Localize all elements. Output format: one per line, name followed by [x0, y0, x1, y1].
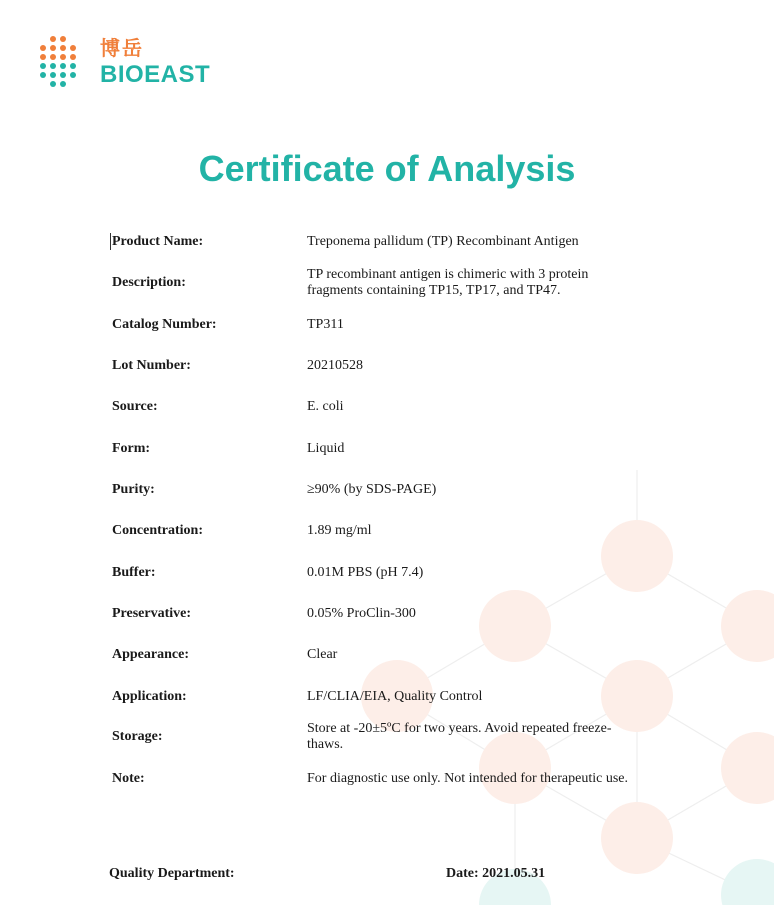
- field-row-description: [112, 266, 672, 299]
- field-value: For diagnostic use only. Not intended for therapeutic use.: [307, 770, 629, 786]
- field-row-source: [112, 398, 672, 415]
- field-value: TP recombinant antigen is chimeric with 3 protein fragments containing TP15, TP17, and TP47.: [307, 266, 589, 298]
- field-label: Preservative:: [112, 605, 192, 621]
- field-value: 0.01M PBS (pH 7.4): [307, 564, 424, 580]
- field-row-catalog-number: [112, 316, 672, 333]
- field-label: Description:: [112, 274, 186, 290]
- bioeast-logo: [36, 34, 210, 90]
- field-label: Catalog Number:: [112, 316, 217, 332]
- field-row-purity: [112, 481, 672, 498]
- field-value: Treponema pallidum (TP) Recombinant Antigen: [307, 233, 579, 249]
- field-value: 20210528: [307, 357, 363, 373]
- field-label: Storage:: [112, 728, 163, 744]
- field-row-application: [112, 688, 672, 705]
- field-value: 0.05% ProClin-300: [307, 605, 416, 621]
- text-cursor: [110, 233, 111, 250]
- field-label: Purity:: [112, 481, 155, 497]
- field-label: Lot Number:: [112, 357, 191, 373]
- logo-english-name: BIOEAST: [100, 60, 211, 88]
- field-row-concentration: [112, 522, 672, 539]
- field-label: Note:: [112, 770, 145, 786]
- field-label: Concentration:: [112, 522, 203, 538]
- field-label: Buffer:: [112, 564, 156, 580]
- field-label: Source:: [112, 398, 158, 414]
- logo-chinese-name: 博岳: [100, 35, 144, 60]
- field-row-form: [112, 440, 672, 457]
- field-row-note: [112, 770, 672, 787]
- document-title: Certificate of Analysis: [198, 148, 576, 189]
- field-value: TP311: [307, 316, 344, 332]
- date-label: Date: 2021.05.31: [446, 866, 546, 881]
- field-row-buffer: [112, 564, 672, 581]
- field-value: Liquid: [307, 440, 345, 456]
- field-value: LF/CLIA/EIA, Quality Control: [307, 688, 483, 704]
- field-value: ≥90% (by SDS-PAGE): [307, 481, 437, 497]
- field-label: Appearance:: [112, 646, 189, 662]
- field-row-storage: [112, 720, 672, 753]
- quality-department-label: Quality Department:: [109, 866, 235, 881]
- field-row-product-name: [112, 233, 672, 250]
- field-value: E. coli: [307, 398, 344, 414]
- field-value: 1.89 mg/ml: [307, 522, 372, 538]
- field-label: Product Name:: [112, 233, 204, 249]
- logo-dots-icon: [36, 34, 88, 90]
- field-value: Store at -20±5ºC for two years. Avoid repeated freeze-thaws.: [307, 720, 612, 752]
- field-value: Clear: [307, 646, 338, 662]
- field-row-lot-number: [112, 357, 672, 374]
- field-label: Form:: [112, 440, 151, 456]
- field-row-preservative: [112, 605, 672, 622]
- field-row-appearance: [112, 646, 672, 663]
- field-label: Application:: [112, 688, 187, 704]
